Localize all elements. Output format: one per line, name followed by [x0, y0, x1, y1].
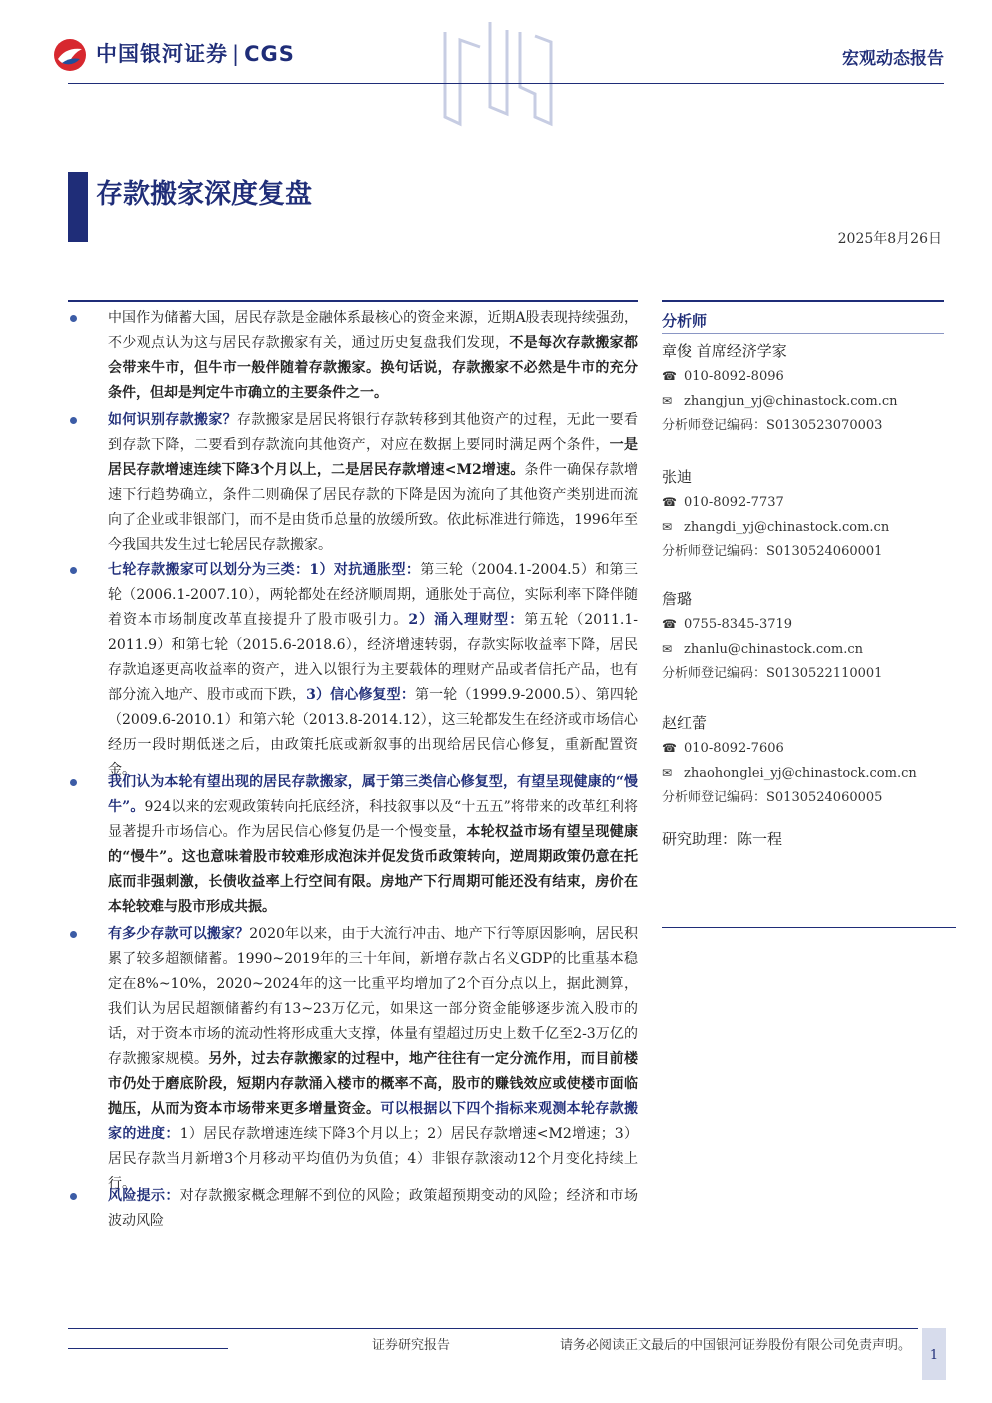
phone-icon: ☎ — [662, 369, 677, 383]
analyst-registration: 分析师登记编码：S0130523070003 — [662, 418, 883, 433]
analyst-registration: 分析师登记编码：S0130524060005 — [662, 790, 883, 805]
bullet-icon — [70, 417, 77, 424]
analyst-email[interactable]: zhangdi_yj@chinastock.com.cn — [684, 520, 890, 535]
summary-paragraph — [70, 408, 638, 558]
text-run: 七轮存款搬家可以划分为三类：1）对抗通胀型： — [108, 562, 421, 578]
paragraph-text — [108, 306, 638, 406]
paragraph-text — [108, 1184, 638, 1234]
bullet-icon — [70, 931, 77, 938]
text-run: 3）信心修复型： — [306, 687, 415, 703]
page-number: 1 — [929, 1348, 939, 1363]
email-icon: ✉ — [662, 642, 673, 656]
paragraph-text — [108, 558, 638, 783]
email-icon: ✉ — [662, 520, 673, 534]
text-run: 我们认为本轮有望出现的居民存款搬家，属于第三类信心修复型，有望呈现健康的“慢牛”。 — [108, 774, 638, 815]
sidebar-top-divider — [662, 300, 944, 302]
analyst-registration: 分析师登记编码：S0130522110001 — [662, 666, 883, 681]
analyst-email[interactable]: zhanlu@chinastock.com.cn — [684, 642, 864, 657]
footer-short-divider — [68, 1348, 228, 1349]
bullet-icon — [70, 567, 77, 574]
risk-paragraph — [70, 1184, 638, 1234]
report-date: 2025年8月26日 — [837, 231, 942, 247]
analyst-phone: 010-8092-7606 — [684, 741, 784, 756]
email-icon: ✉ — [662, 766, 673, 780]
text-run: 风险提示： — [108, 1188, 180, 1204]
text-run: 不是每次存款搬家都会带来牛市，但牛市一般伴随着存款搬家。换句话说，存款搬家不必然是牛市的充分条件，但却是判定牛市确立的主要条件之一。 — [108, 335, 639, 401]
sidebar-bottom-divider — [662, 927, 956, 928]
report-title: 存款搬家深度复盘 — [96, 179, 312, 210]
analyst-phone: 0755-8345-3719 — [684, 617, 793, 632]
brand-logo-text — [96, 38, 295, 68]
analyst-card — [662, 338, 944, 438]
text-run: 对存款搬家概念理解不到位的风险；政策超预期变动的风险；经济和市场波动风险 — [108, 1188, 639, 1229]
research-assistant: 研究助理：陈一程 — [662, 830, 783, 848]
brand-name-en: CGS — [244, 42, 295, 66]
analyst-email[interactable]: zhangjun_yj@chinastock.com.cn — [684, 394, 898, 409]
cgs-watermark — [435, 12, 561, 130]
bullet-icon — [70, 779, 77, 786]
summary-paragraph — [70, 922, 638, 1197]
text-run: 924以来的宏观政策转向托底经济，科技叙事以及“十五五”将带来的改革红利将显著提升市场信心。作为居民信心修复仍是一个慢变量， — [108, 799, 638, 840]
text-run: 2）涌入理财型： — [408, 612, 525, 628]
analyst-section-header: 分析师 — [662, 312, 708, 330]
report-type: 宏观动态报告 — [842, 49, 944, 69]
analyst-name: 赵红蕾 — [662, 714, 708, 732]
text-run: 第一轮（1999.9-2000.5）、第四轮（2009.6-2010.1）和第六轮（2013.8-2014.12），这三轮都发生在经济或市场信心经历一段时期低迷之后，由政策托底或新叙事的出现给居民信心修复，重新配置资金。 — [108, 687, 639, 778]
bullet-icon — [70, 1193, 77, 1200]
text-run: 一是居民存款增速连续下降3个月以上，二是居民存款增速<M2增速。 — [108, 437, 639, 478]
text-run: 可以根据以下四个指标来观测本轮存款搬家的进度： — [108, 1101, 639, 1142]
analyst-card — [662, 586, 944, 686]
footer-divider — [68, 1328, 918, 1329]
analyst-email[interactable]: zhaohonglei_yj@chinastock.com.cn — [684, 766, 917, 781]
text-run: 第三轮（2004.1-2004.5）和第三轮（2006.1-2007.10），两轮都处在经济顺周期，通胀处于高位，实际利率下降伴随着资本市场制度改革直接提升了股市吸引力。 — [108, 562, 639, 628]
text-run: 第五轮（2011.1-2011.9）和第七轮（2015.6-2018.6），经济增速转弱，存款实际收益率下降，居民存款追逐更高收益率的资产，进入以银行为主要载体的理财产品或者信托产品，也有部分流入地产、股市或而下跌， — [108, 612, 639, 703]
analyst-registration: 分析师登记编码：S0130524060001 — [662, 544, 883, 559]
analyst-card — [662, 710, 944, 810]
text-run: 另外，过去存款搬家的过程中，地产往往有一定分流作用，而目前楼市仍处于磨底阶段，短期内存款涌入楼市的概率不高，股市的赚钱效应或使楼市面临抛压，从而为资本市场带来更多增量资金。 — [108, 1051, 639, 1117]
text-run: 1）居民存款增速连续下降3个月以上；2）居民存款增速<M2增速；3）居民存款当月新增3个月移动平均值仍为负值；4）非银存款滚动12个月变化持续上行。 — [108, 1126, 639, 1192]
text-run: 2020年以来，由于大流行冲击、地产下行等原因影响，居民积累了较多超额储蓄。1990~2019年的三十年间，新增存款占名义GDP的比重基本稳定在8%~10%，2020~2024年的这一比重平均增加了2个百分点以上，据此测算，我们认为居民超额储蓄约有13~23万亿元，如果这一部分资金能够逐步流入股市的话，对于资本市场的流动性将形成重大支撑，体量有望超过历史上数千亿至2-3万亿的存款搬家规模。 — [108, 926, 638, 1067]
text-run: 存款搬家是居民将银行存款转移到其他资产的过程，无此一要看到存款下降，二要看到存款流向其他资产，对应在数据上要同时满足两个条件， — [108, 412, 638, 453]
text-run: 如何识别存款搬家？ — [108, 412, 237, 428]
title-accent-bar — [68, 172, 88, 242]
text-run: 有多少存款可以搬家？ — [108, 926, 250, 942]
brand-name-cn: 中国银河证券 — [96, 42, 228, 66]
paragraph-text — [108, 922, 638, 1197]
analyst-phone: 010-8092-7737 — [684, 495, 784, 510]
phone-icon: ☎ — [662, 495, 677, 509]
text-run: 条件一确保存款增速下行趋势确立，条件二则确保了居民存款的下降是因为流向了其他资产类别进而流向了企业或非银部门，而不是由货币总量的放缓所致。依此标准进行筛选，1996年至今我国共发生过七轮居民存款搬家。 — [108, 462, 639, 553]
phone-icon: ☎ — [662, 617, 677, 631]
analyst-name: 张迪 — [662, 468, 693, 486]
summary-paragraph — [70, 558, 638, 783]
footer-disclaimer: 请务必阅读正文最后的中国银河证券股份有限公司免责声明。 — [560, 1338, 912, 1353]
phone-icon: ☎ — [662, 741, 677, 755]
text-run: 本轮权益市场有望呈现健康的“慢牛”。这也意味着股市较难形成泡沫并促发货币政策转向，逆周期政策仍意在托底而非强刺激，长债收益率上行空间有限。房地产下行周期可能还没有结束，房价在本轮较难与股市形成共振。 — [108, 824, 639, 915]
analyst-name: 章俊 首席经济学家 — [662, 342, 787, 360]
email-icon: ✉ — [662, 394, 673, 408]
cgs-logo-icon — [52, 37, 88, 73]
summary-top-divider — [68, 300, 638, 302]
brand-separator: | — [232, 42, 241, 66]
analyst-name: 詹璐 — [662, 590, 693, 608]
paragraph-text — [108, 770, 638, 920]
text-run: 中国作为储蓄大国，居民存款是金融体系最核心的资金来源，近期A股表现持续强劲，不少观点认为这与居民存款搬家有关，通过历史复盘我们发现， — [108, 310, 638, 351]
header-divider — [68, 83, 944, 84]
summary-paragraph — [70, 306, 638, 406]
sidebar-header-divider — [662, 333, 944, 334]
footer-label: 证券研究报告 — [372, 1338, 451, 1353]
analyst-phone: 010-8092-8096 — [684, 369, 784, 384]
summary-paragraph — [70, 770, 638, 920]
analyst-card — [662, 464, 944, 564]
bullet-icon — [70, 315, 77, 322]
paragraph-text — [108, 408, 638, 558]
